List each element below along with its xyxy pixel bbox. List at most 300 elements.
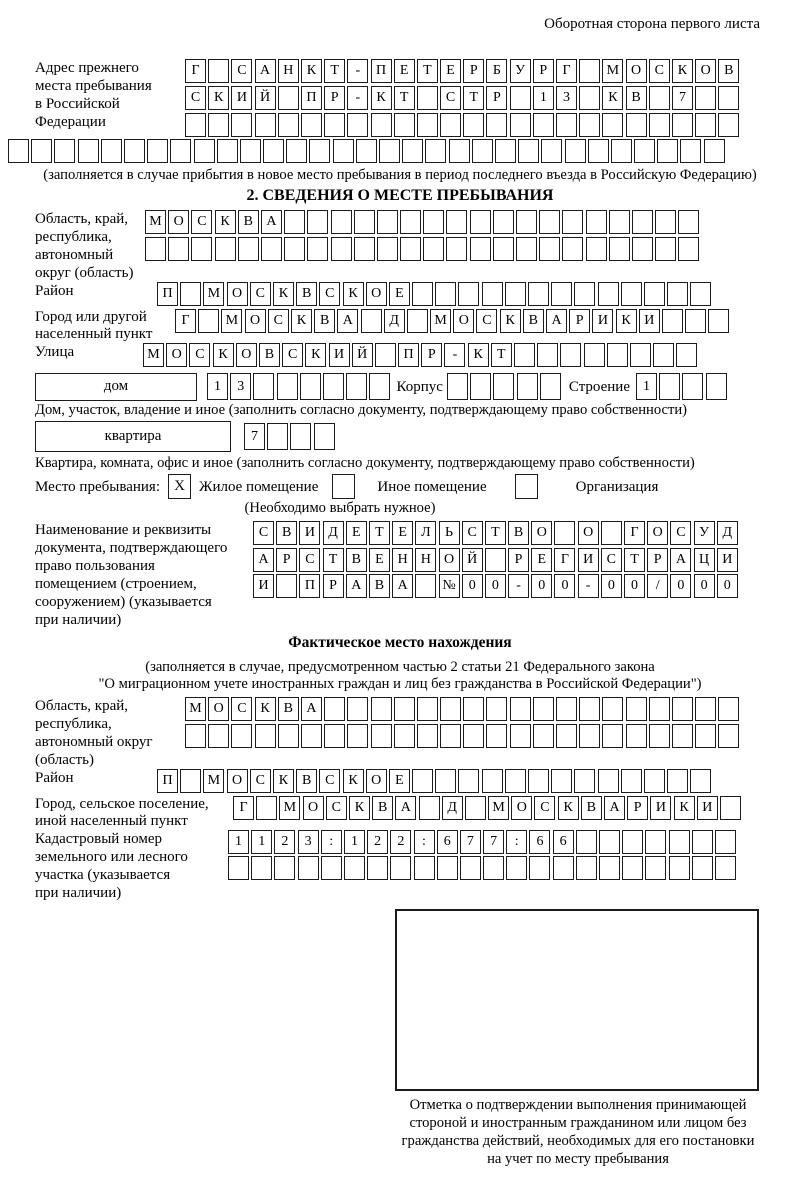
char-box[interactable]: [446, 237, 467, 261]
char-box[interactable]: С: [534, 796, 555, 820]
char-box[interactable]: В: [523, 309, 544, 333]
char-box[interactable]: -: [347, 86, 368, 110]
char-box[interactable]: М: [488, 796, 509, 820]
char-box[interactable]: С: [670, 521, 691, 545]
char-box[interactable]: 0: [601, 574, 622, 598]
char-box[interactable]: У: [510, 59, 531, 83]
char-box[interactable]: [602, 697, 623, 721]
char-box[interactable]: Е: [389, 769, 410, 793]
char-box[interactable]: [463, 113, 484, 137]
char-box[interactable]: О: [208, 697, 229, 721]
char-box[interactable]: [440, 697, 461, 721]
char-box[interactable]: [669, 856, 690, 880]
char-box[interactable]: [678, 210, 699, 234]
char-box[interactable]: [622, 830, 643, 854]
char-box[interactable]: О: [366, 769, 387, 793]
char-box[interactable]: О: [439, 548, 460, 572]
char-box[interactable]: Г: [554, 548, 575, 572]
char-box[interactable]: [440, 724, 461, 748]
char-box[interactable]: [649, 113, 670, 137]
char-box[interactable]: [208, 724, 229, 748]
char-box[interactable]: Е: [392, 521, 413, 545]
char-box[interactable]: :: [414, 830, 435, 854]
char-box[interactable]: В: [372, 796, 393, 820]
char-box[interactable]: [54, 139, 75, 163]
char-box[interactable]: [437, 856, 458, 880]
char-box[interactable]: А: [346, 574, 367, 598]
char-box[interactable]: [621, 769, 642, 793]
char-box[interactable]: Т: [624, 548, 645, 572]
char-box[interactable]: [253, 373, 274, 400]
char-box[interactable]: [574, 769, 595, 793]
char-box[interactable]: [551, 282, 572, 306]
char-box[interactable]: [562, 210, 583, 234]
char-box[interactable]: [634, 139, 655, 163]
char-box[interactable]: [579, 724, 600, 748]
char-box[interactable]: [367, 856, 388, 880]
char-box[interactable]: [553, 856, 574, 880]
char-box[interactable]: [208, 113, 229, 137]
char-box[interactable]: М: [185, 697, 206, 721]
char-box[interactable]: Д: [384, 309, 405, 333]
char-box[interactable]: Г: [624, 521, 645, 545]
char-box[interactable]: [101, 139, 122, 163]
char-box[interactable]: Е: [394, 59, 415, 83]
char-box[interactable]: [556, 113, 577, 137]
char-box[interactable]: [256, 796, 277, 820]
char-box[interactable]: [576, 856, 597, 880]
char-box[interactable]: П: [157, 282, 178, 306]
char-box[interactable]: Р: [533, 59, 554, 83]
char-box[interactable]: [402, 139, 423, 163]
char-box[interactable]: А: [392, 574, 413, 598]
char-box[interactable]: В: [626, 86, 647, 110]
char-box[interactable]: К: [208, 86, 229, 110]
char-box[interactable]: С: [231, 697, 252, 721]
char-box[interactable]: Ц: [694, 548, 715, 572]
char-box[interactable]: [217, 139, 238, 163]
char-box[interactable]: [394, 113, 415, 137]
char-box[interactable]: И: [231, 86, 252, 110]
char-box[interactable]: [649, 86, 670, 110]
char-box[interactable]: И: [717, 548, 738, 572]
char-box[interactable]: -: [347, 59, 368, 83]
char-box[interactable]: [394, 724, 415, 748]
char-box[interactable]: Л: [415, 521, 436, 545]
char-box[interactable]: [554, 521, 575, 545]
char-box[interactable]: [529, 856, 550, 880]
char-box[interactable]: 1: [251, 830, 272, 854]
char-box[interactable]: [347, 113, 368, 137]
char-box[interactable]: [446, 210, 467, 234]
char-box[interactable]: Й: [462, 548, 483, 572]
char-box[interactable]: [533, 724, 554, 748]
char-box[interactable]: Р: [323, 574, 344, 598]
char-box[interactable]: К: [602, 86, 623, 110]
char-box[interactable]: [579, 697, 600, 721]
char-box[interactable]: [208, 59, 229, 83]
char-box[interactable]: [263, 139, 284, 163]
char-box[interactable]: [678, 237, 699, 261]
char-box[interactable]: [607, 343, 628, 367]
char-box[interactable]: В: [238, 210, 259, 234]
char-box[interactable]: [417, 697, 438, 721]
char-box[interactable]: [579, 59, 600, 83]
char-box[interactable]: К: [273, 282, 294, 306]
char-box[interactable]: [690, 769, 711, 793]
char-box[interactable]: 0: [531, 574, 552, 598]
char-box[interactable]: А: [253, 548, 274, 572]
char-box[interactable]: [278, 724, 299, 748]
char-box[interactable]: [447, 373, 468, 400]
char-box[interactable]: [672, 724, 693, 748]
char-box[interactable]: [194, 139, 215, 163]
char-box[interactable]: И: [592, 309, 613, 333]
char-box[interactable]: В: [278, 697, 299, 721]
char-box[interactable]: С: [649, 59, 670, 83]
char-box[interactable]: [655, 237, 676, 261]
char-box[interactable]: А: [337, 309, 358, 333]
char-box[interactable]: А: [604, 796, 625, 820]
char-box[interactable]: [601, 521, 622, 545]
char-box[interactable]: [255, 113, 276, 137]
char-box[interactable]: [653, 343, 674, 367]
char-box[interactable]: [645, 856, 666, 880]
char-box[interactable]: П: [371, 59, 392, 83]
char-box[interactable]: [371, 697, 392, 721]
char-box[interactable]: [371, 113, 392, 137]
char-box[interactable]: [541, 139, 562, 163]
char-box[interactable]: [562, 237, 583, 261]
char-box[interactable]: [626, 697, 647, 721]
char-box[interactable]: О: [453, 309, 474, 333]
char-box[interactable]: Р: [276, 548, 297, 572]
char-box[interactable]: Н: [392, 548, 413, 572]
char-box[interactable]: [516, 210, 537, 234]
char-box[interactable]: Д: [442, 796, 463, 820]
char-box[interactable]: К: [255, 697, 276, 721]
char-box[interactable]: С: [250, 282, 271, 306]
char-box[interactable]: [371, 724, 392, 748]
char-box[interactable]: [449, 139, 470, 163]
char-box[interactable]: [228, 856, 249, 880]
char-box[interactable]: Й: [352, 343, 373, 367]
char-box[interactable]: :: [321, 830, 342, 854]
char-box[interactable]: [290, 423, 311, 450]
char-box[interactable]: [255, 724, 276, 748]
char-box[interactable]: [331, 237, 352, 261]
char-box[interactable]: А: [261, 210, 282, 234]
char-box[interactable]: [180, 282, 201, 306]
char-box[interactable]: 1: [533, 86, 554, 110]
char-box[interactable]: [145, 237, 166, 261]
char-box[interactable]: С: [476, 309, 497, 333]
char-box[interactable]: [493, 210, 514, 234]
char-box[interactable]: К: [558, 796, 579, 820]
char-box[interactable]: [510, 724, 531, 748]
char-box[interactable]: [307, 237, 328, 261]
char-box[interactable]: С: [231, 59, 252, 83]
char-box[interactable]: [458, 282, 479, 306]
char-box[interactable]: [576, 830, 597, 854]
char-box[interactable]: И: [329, 343, 350, 367]
char-box[interactable]: [354, 237, 375, 261]
char-box[interactable]: [321, 856, 342, 880]
char-box[interactable]: [369, 373, 390, 400]
char-box[interactable]: [276, 574, 297, 598]
char-box[interactable]: 2: [367, 830, 388, 854]
char-box[interactable]: О: [236, 343, 257, 367]
char-box[interactable]: [307, 210, 328, 234]
char-box[interactable]: [695, 724, 716, 748]
char-box[interactable]: [346, 373, 367, 400]
char-box[interactable]: И: [639, 309, 660, 333]
char-box[interactable]: [31, 139, 52, 163]
char-box[interactable]: [676, 343, 697, 367]
char-box[interactable]: К: [672, 59, 693, 83]
char-box[interactable]: [394, 697, 415, 721]
char-box[interactable]: [286, 139, 307, 163]
char-box[interactable]: [588, 139, 609, 163]
char-box[interactable]: А: [255, 59, 276, 83]
char-box[interactable]: [655, 210, 676, 234]
char-box[interactable]: 6: [553, 830, 574, 854]
char-box[interactable]: [324, 113, 345, 137]
char-box[interactable]: [231, 724, 252, 748]
char-box[interactable]: [417, 113, 438, 137]
char-box[interactable]: К: [301, 59, 322, 83]
char-box[interactable]: [695, 113, 716, 137]
char-box[interactable]: [324, 724, 345, 748]
char-box[interactable]: [644, 282, 665, 306]
char-box[interactable]: [626, 113, 647, 137]
char-box[interactable]: [215, 237, 236, 261]
char-box[interactable]: [124, 139, 145, 163]
char-box[interactable]: [423, 237, 444, 261]
char-box[interactable]: К: [213, 343, 234, 367]
char-box[interactable]: С: [189, 343, 210, 367]
char-box[interactable]: 2: [390, 830, 411, 854]
char-box[interactable]: [632, 210, 653, 234]
char-box[interactable]: К: [215, 210, 236, 234]
char-box[interactable]: [715, 830, 736, 854]
char-box[interactable]: 0: [624, 574, 645, 598]
char-box[interactable]: [510, 86, 531, 110]
char-box[interactable]: И: [697, 796, 718, 820]
char-box[interactable]: О: [578, 521, 599, 545]
char-box[interactable]: [540, 373, 561, 400]
char-box[interactable]: [323, 373, 344, 400]
char-box[interactable]: И: [578, 548, 599, 572]
char-box[interactable]: В: [259, 343, 280, 367]
char-box[interactable]: С: [282, 343, 303, 367]
org-checkbox[interactable]: [515, 474, 538, 499]
char-box[interactable]: Е: [531, 548, 552, 572]
char-box[interactable]: С: [462, 521, 483, 545]
char-box[interactable]: М: [203, 282, 224, 306]
char-box[interactable]: Р: [508, 548, 529, 572]
char-box[interactable]: [435, 282, 456, 306]
char-box[interactable]: [465, 796, 486, 820]
char-box[interactable]: [435, 769, 456, 793]
char-box[interactable]: [718, 724, 739, 748]
char-box[interactable]: Й: [255, 86, 276, 110]
char-box[interactable]: 3: [230, 373, 251, 400]
char-box[interactable]: О: [168, 210, 189, 234]
char-box[interactable]: [238, 237, 259, 261]
char-box[interactable]: Г: [556, 59, 577, 83]
char-box[interactable]: К: [273, 769, 294, 793]
char-box[interactable]: Е: [440, 59, 461, 83]
char-box[interactable]: К: [291, 309, 312, 333]
char-box[interactable]: [168, 237, 189, 261]
char-box[interactable]: [231, 113, 252, 137]
char-box[interactable]: К: [371, 86, 392, 110]
char-box[interactable]: [198, 309, 219, 333]
char-box[interactable]: [611, 139, 632, 163]
char-box[interactable]: О: [227, 282, 248, 306]
char-box[interactable]: А: [395, 796, 416, 820]
char-box[interactable]: [354, 210, 375, 234]
char-box[interactable]: Н: [278, 59, 299, 83]
char-box[interactable]: 7: [460, 830, 481, 854]
char-box[interactable]: [584, 343, 605, 367]
char-box[interactable]: [261, 237, 282, 261]
char-box[interactable]: [347, 697, 368, 721]
char-box[interactable]: [518, 139, 539, 163]
char-box[interactable]: [414, 856, 435, 880]
char-box[interactable]: П: [157, 769, 178, 793]
char-box[interactable]: О: [695, 59, 716, 83]
char-box[interactable]: [574, 282, 595, 306]
char-box[interactable]: Е: [389, 282, 410, 306]
char-box[interactable]: [517, 373, 538, 400]
char-box[interactable]: Р: [569, 309, 590, 333]
char-box[interactable]: [667, 282, 688, 306]
char-box[interactable]: В: [581, 796, 602, 820]
char-box[interactable]: О: [626, 59, 647, 83]
char-box[interactable]: У: [694, 521, 715, 545]
char-box[interactable]: [251, 856, 272, 880]
char-box[interactable]: 1: [344, 830, 365, 854]
char-box[interactable]: [78, 139, 99, 163]
char-box[interactable]: [649, 724, 670, 748]
char-box[interactable]: [537, 343, 558, 367]
char-box[interactable]: [579, 86, 600, 110]
char-box[interactable]: О: [366, 282, 387, 306]
char-box[interactable]: [278, 86, 299, 110]
char-box[interactable]: [551, 769, 572, 793]
char-box[interactable]: Ь: [439, 521, 460, 545]
char-box[interactable]: Е: [346, 521, 367, 545]
char-box[interactable]: [495, 139, 516, 163]
char-box[interactable]: Г: [233, 796, 254, 820]
char-box[interactable]: О: [227, 769, 248, 793]
char-box[interactable]: В: [718, 59, 739, 83]
char-box[interactable]: К: [305, 343, 326, 367]
char-box[interactable]: [412, 282, 433, 306]
char-box[interactable]: [539, 237, 560, 261]
char-box[interactable]: -: [444, 343, 465, 367]
char-box[interactable]: Т: [417, 59, 438, 83]
char-box[interactable]: [407, 309, 428, 333]
char-box[interactable]: 3: [556, 86, 577, 110]
char-box[interactable]: [390, 856, 411, 880]
char-box[interactable]: Т: [463, 86, 484, 110]
char-box[interactable]: 6: [529, 830, 550, 854]
char-box[interactable]: /: [647, 574, 668, 598]
char-box[interactable]: [485, 548, 506, 572]
zhiloe-checkbox[interactable]: X: [168, 474, 191, 499]
char-box[interactable]: [706, 373, 727, 400]
char-box[interactable]: Т: [323, 548, 344, 572]
char-box[interactable]: [579, 113, 600, 137]
char-box[interactable]: [662, 309, 683, 333]
char-box[interactable]: [560, 343, 581, 367]
inoe-checkbox[interactable]: [332, 474, 355, 499]
char-box[interactable]: [644, 769, 665, 793]
char-box[interactable]: 0: [554, 574, 575, 598]
char-box[interactable]: [539, 210, 560, 234]
char-box[interactable]: [423, 210, 444, 234]
char-box[interactable]: Б: [486, 59, 507, 83]
char-box[interactable]: [375, 343, 396, 367]
char-box[interactable]: А: [546, 309, 567, 333]
char-box[interactable]: К: [500, 309, 521, 333]
char-box[interactable]: [377, 210, 398, 234]
char-box[interactable]: С: [319, 769, 340, 793]
char-box[interactable]: К: [616, 309, 637, 333]
char-box[interactable]: [377, 237, 398, 261]
char-box[interactable]: Т: [394, 86, 415, 110]
char-box[interactable]: [191, 237, 212, 261]
char-box[interactable]: [704, 139, 725, 163]
char-box[interactable]: [680, 139, 701, 163]
char-box[interactable]: [185, 724, 206, 748]
char-box[interactable]: [400, 210, 421, 234]
char-box[interactable]: [147, 139, 168, 163]
char-box[interactable]: [463, 724, 484, 748]
char-box[interactable]: [556, 697, 577, 721]
char-box[interactable]: Д: [323, 521, 344, 545]
char-box[interactable]: [669, 830, 690, 854]
char-box[interactable]: 7: [672, 86, 693, 110]
char-box[interactable]: [528, 769, 549, 793]
char-box[interactable]: [379, 139, 400, 163]
char-box[interactable]: М: [602, 59, 623, 83]
char-box[interactable]: [180, 769, 201, 793]
char-box[interactable]: Р: [324, 86, 345, 110]
char-box[interactable]: [419, 796, 440, 820]
char-box[interactable]: С: [440, 86, 461, 110]
char-box[interactable]: [470, 373, 491, 400]
char-box[interactable]: [284, 210, 305, 234]
char-box[interactable]: О: [166, 343, 187, 367]
char-box[interactable]: [301, 724, 322, 748]
char-box[interactable]: И: [650, 796, 671, 820]
char-box[interactable]: [415, 574, 436, 598]
char-box[interactable]: [417, 86, 438, 110]
char-box[interactable]: 0: [694, 574, 715, 598]
char-box[interactable]: [301, 113, 322, 137]
char-box[interactable]: [278, 113, 299, 137]
char-box[interactable]: Н: [415, 548, 436, 572]
char-box[interactable]: В: [369, 574, 390, 598]
char-box[interactable]: [483, 856, 504, 880]
char-box[interactable]: Т: [324, 59, 345, 83]
char-box[interactable]: №: [439, 574, 460, 598]
char-box[interactable]: [708, 309, 729, 333]
